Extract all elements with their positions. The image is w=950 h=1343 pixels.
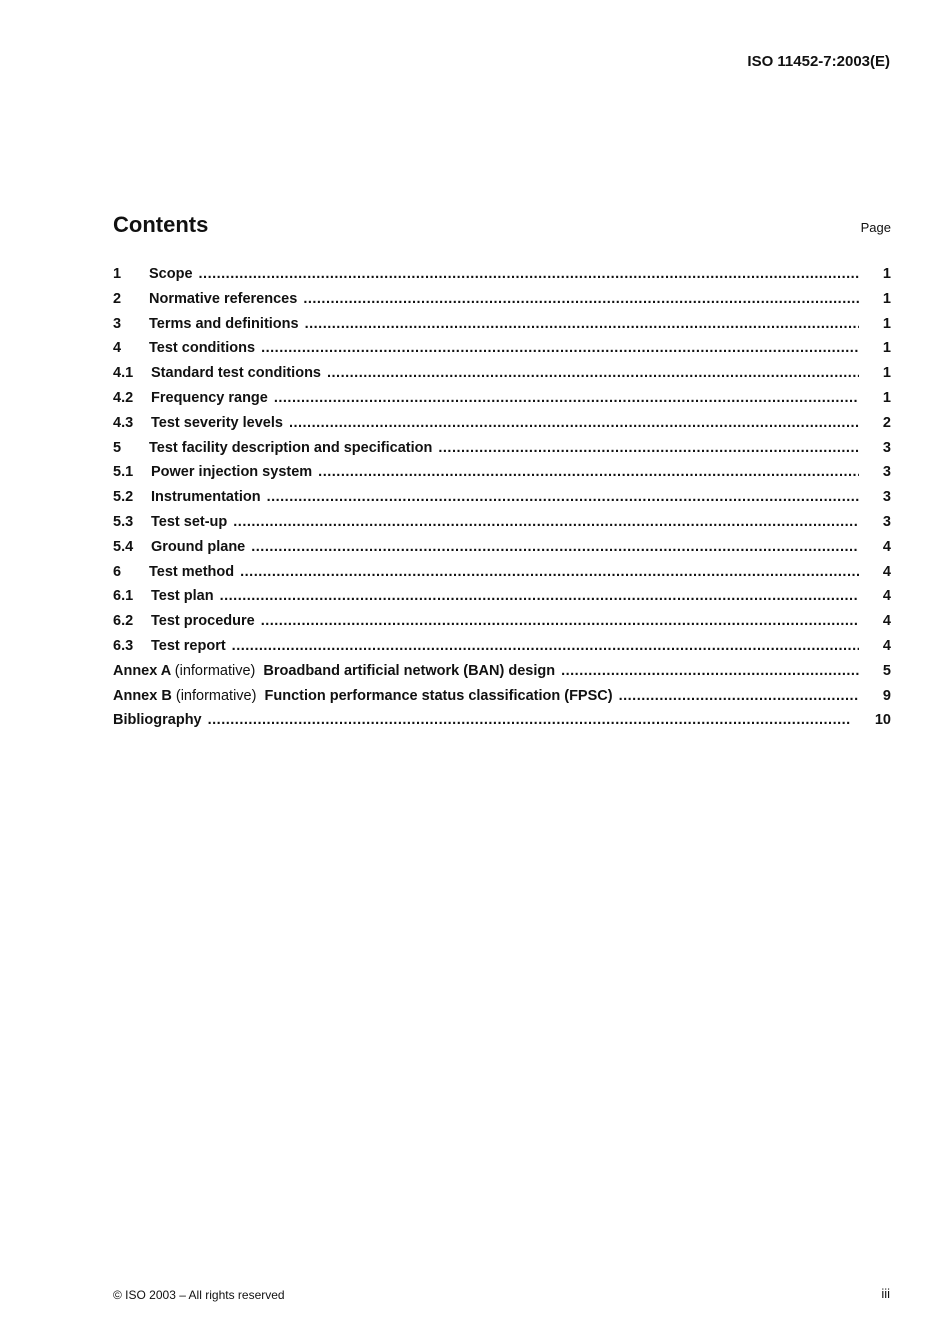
toc-entry-page: 1	[882, 389, 891, 406]
table-of-contents	[113, 264, 891, 735]
toc-entry-page: 4	[882, 538, 891, 555]
toc-entry-number: 4.3	[113, 414, 134, 431]
toc-entry[interactable]	[113, 562, 891, 587]
toc-entry-page: 3	[882, 513, 891, 530]
toc-bibliography-entry[interactable]	[113, 710, 891, 735]
toc-entry-number: 5.2	[113, 489, 134, 506]
toc-entry-number: 6.3	[113, 637, 134, 654]
annex-note: (informative)	[175, 687, 257, 704]
toc-entry[interactable]	[113, 289, 891, 314]
toc-entry-number: 3	[113, 315, 122, 332]
toc-annex-title	[113, 686, 613, 706]
toc-entry-number: 6.1	[113, 588, 134, 605]
toc-entry-page: 4	[882, 637, 891, 654]
toc-entry[interactable]	[113, 462, 891, 487]
dot-leader	[232, 636, 859, 656]
dot-leader	[220, 586, 859, 606]
toc-entry[interactable]	[113, 512, 891, 537]
toc-entry-number: 4	[113, 340, 122, 357]
toc-entry-page: 3	[882, 464, 891, 481]
toc-entry[interactable]	[113, 438, 891, 463]
toc-entry-page: 1	[882, 266, 891, 282]
toc-entry-title: Power injection system	[151, 464, 313, 481]
dot-leader	[199, 264, 859, 284]
page-column-label: Page	[860, 220, 891, 235]
toc-entry-number: 5.1	[113, 464, 134, 481]
toc-entry-page: 3	[882, 489, 891, 506]
dot-leader	[305, 314, 859, 334]
toc-entry-page: 1	[882, 315, 891, 332]
toc-annex-entry[interactable]	[113, 686, 891, 711]
dot-leader	[233, 512, 859, 532]
toc-entry-page: 3	[882, 439, 891, 456]
toc-entry-page: 4	[882, 613, 891, 630]
toc-entry-page: 5	[882, 662, 891, 679]
annex-title: Broadband artificial network (BAN) design	[263, 662, 556, 679]
contents-title: Contents	[113, 212, 209, 237]
toc-entry-title: Test report	[151, 637, 226, 654]
toc-entry-page: 4	[882, 588, 891, 605]
toc-entry-number: 5.3	[113, 513, 134, 530]
toc-entry-title: Standard test conditions	[151, 365, 321, 382]
toc-entry[interactable]	[113, 611, 891, 636]
dot-leader	[274, 388, 859, 408]
toc-annex-entry[interactable]	[113, 661, 891, 686]
toc-entry[interactable]	[113, 586, 891, 611]
toc-entry-title: Test severity levels	[151, 414, 283, 431]
toc-entry[interactable]	[113, 363, 891, 388]
toc-entry-page: 1	[882, 365, 891, 382]
toc-entry-page: 9	[882, 687, 891, 704]
dot-leader	[438, 438, 859, 458]
dot-leader	[303, 289, 859, 309]
toc-entry-title: Test plan	[151, 588, 214, 605]
toc-entry-number: 1	[113, 266, 122, 282]
annex-label: Annex B	[113, 687, 172, 704]
toc-entry-title: Instrumentation	[151, 489, 261, 506]
toc-entry-title: Frequency range	[151, 389, 268, 406]
toc-entry-number: 5.4	[113, 538, 134, 555]
toc-entry[interactable]	[113, 314, 891, 339]
dot-leader	[240, 562, 859, 582]
toc-entry-number: 4.2	[113, 389, 134, 406]
dot-leader	[261, 611, 859, 631]
toc-entry[interactable]	[113, 537, 891, 562]
toc-entry-page: 1	[882, 290, 891, 307]
toc-entry-title: Terms and definitions	[149, 315, 299, 332]
dot-leader	[267, 487, 859, 507]
toc-entry-page: 1	[882, 340, 891, 357]
dot-leader	[619, 686, 859, 706]
toc-entry-number: 2	[113, 290, 122, 307]
toc-entry-number: 6.2	[113, 613, 134, 630]
toc-entry-title: Test set-up	[151, 513, 228, 530]
dot-leader	[251, 537, 859, 557]
toc-entry-page: 10	[874, 712, 891, 729]
toc-entry[interactable]	[113, 413, 891, 438]
toc-entry-title: Normative references	[149, 290, 298, 307]
toc-entry-title: Bibliography	[113, 712, 202, 729]
toc-entry-number: 5	[113, 439, 122, 456]
toc-entry[interactable]	[113, 264, 891, 289]
toc-entry-title: Test procedure	[151, 613, 255, 630]
annex-title: Function performance status classification (FPSC)	[264, 687, 613, 704]
toc-entry-title: Test conditions	[149, 340, 256, 357]
annex-note: (informative)	[174, 662, 256, 679]
dot-leader	[261, 338, 859, 358]
toc-entry-title: Test method	[149, 563, 235, 580]
dot-leader	[289, 413, 859, 433]
annex-label: Annex A	[113, 662, 171, 679]
toc-entry-title: Ground plane	[151, 538, 246, 555]
toc-entry-number: 6	[113, 563, 122, 580]
document-id: ISO 11452-7:2003(E)	[747, 53, 890, 70]
page-number: iii	[881, 1286, 890, 1301]
toc-entry[interactable]	[113, 338, 891, 363]
dot-leader	[318, 462, 859, 482]
toc-entry[interactable]	[113, 388, 891, 413]
toc-annex-title	[113, 661, 555, 681]
toc-entry[interactable]	[113, 636, 891, 661]
contents-header	[113, 212, 891, 240]
toc-entry-title: Scope	[149, 266, 193, 282]
toc-entry-number: 4.1	[113, 365, 134, 382]
dot-leader	[561, 661, 859, 681]
copyright-notice: © ISO 2003 – All rights reserved	[113, 1288, 285, 1302]
toc-entry-title: Test facility description and specification	[149, 439, 433, 456]
dot-leader	[327, 363, 859, 383]
dot-leader	[208, 710, 851, 730]
toc-entry[interactable]	[113, 487, 891, 512]
toc-entry-page: 4	[882, 563, 891, 580]
toc-entry-page: 2	[882, 414, 891, 431]
